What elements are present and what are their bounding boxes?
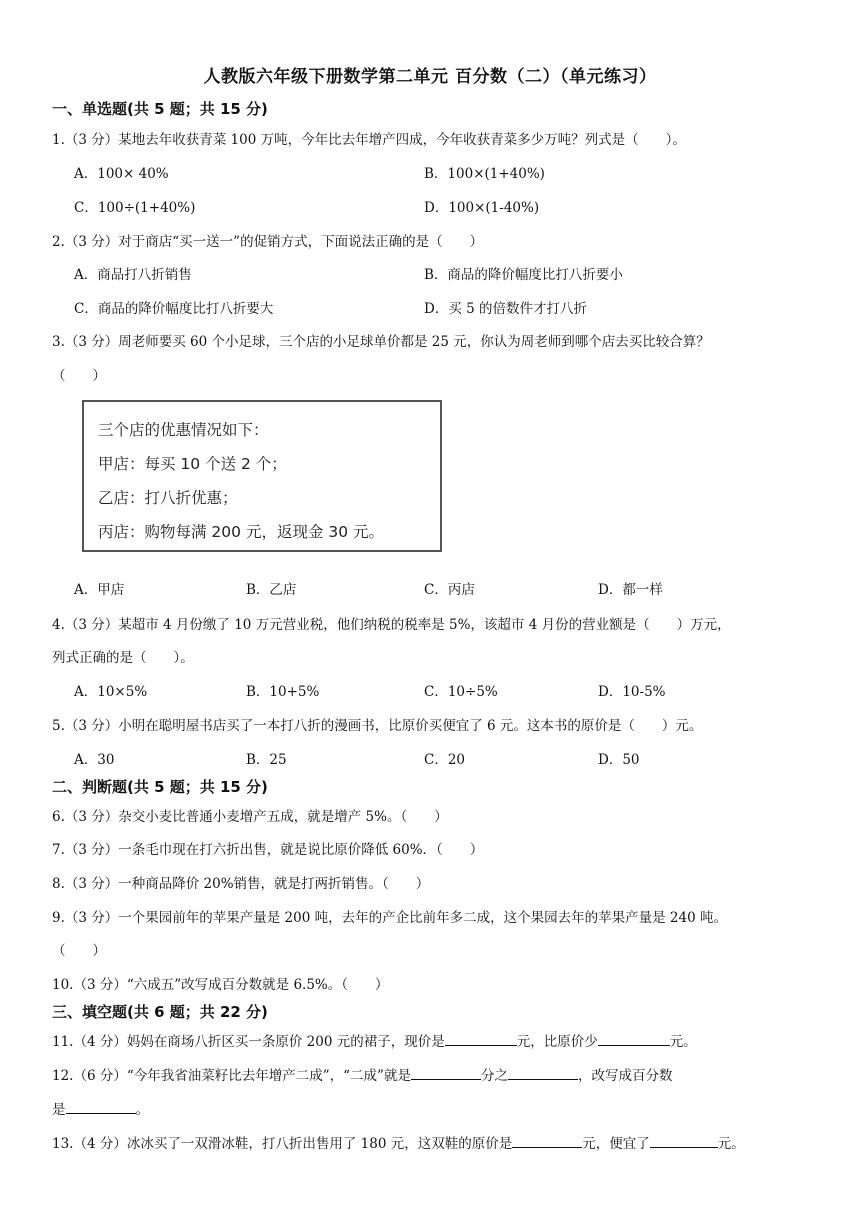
q5-option-b[interactable]: B．25	[246, 752, 287, 768]
q2-option-a[interactable]: A．商品打八折销售	[74, 267, 192, 283]
q11-blank-1[interactable]	[445, 1031, 517, 1046]
question-5: 5.（3 分）小明在聪明屋书店买了一本打八折的漫画书，比原价买便宜了 6 元。这本书的原价是（ ）元。	[52, 718, 703, 734]
q12-text-4: 是	[52, 1102, 66, 1118]
q11-blank-2[interactable]	[598, 1031, 670, 1046]
q11-text-1: 11.（4 分）妈妈在商场八折区买一条原价 200 元的裙子，现价是	[52, 1034, 445, 1050]
q12-text-5: 。	[135, 1102, 149, 1118]
question-9: 9.（3 分）一个果园前年的苹果产量是 200 吨，去年的产企比前年多二成，这个果园去年的苹果产量是 240 吨。	[52, 910, 727, 926]
q4-option-a[interactable]: A．10×5%	[74, 684, 148, 700]
question-12	[52, 1064, 672, 1084]
q3-option-d[interactable]: D．都一样	[598, 582, 663, 598]
q2-option-c[interactable]: C．商品的降价幅度比打八折要大	[74, 301, 274, 317]
q12-blank-3[interactable]	[66, 1099, 136, 1114]
q13-text-1: 13.（4 分）冰冰买了一双滑冰鞋，打八折出售用了 180 元，这双鞋的原价是	[52, 1136, 513, 1152]
q13-blank-2[interactable]	[650, 1133, 718, 1148]
question-11	[52, 1030, 697, 1050]
box-line-intro: 三个店的优惠情况如下：	[98, 421, 269, 439]
q5-option-a[interactable]: A．30	[74, 752, 115, 768]
question-2: 2.（3 分）对于商店“买一送一”的促销方式，下面说法正确的是（ ）	[52, 234, 484, 250]
q1-option-d[interactable]: D．100×(1-40%)	[424, 200, 540, 216]
question-3: 3.（3 分）周老师要买 60 个小足球，三个店的小足球单价都是 25 元，你认为周老师到哪个店去买比较合算？	[52, 334, 710, 350]
q4-option-b[interactable]: B．10+5%	[246, 684, 320, 700]
q1-option-a[interactable]: A．100× 40%	[74, 166, 169, 182]
q2-option-d[interactable]: D．买 5 的倍数件才打八折	[424, 301, 587, 317]
q1-option-c[interactable]: C．100÷(1+40%)	[74, 200, 196, 216]
q12-text-1: 12.（6 分）“今年我省油菜籽比去年增产二成”，“二成”就是	[52, 1068, 411, 1084]
q5-option-d[interactable]: D．50	[598, 752, 640, 768]
page-title: 人教版六年级下册数学第二单元 百分数（二）（单元练习）	[203, 67, 657, 87]
question-10: 10.（3 分）“六成五”改写成百分数就是 6.5%。（ ）	[52, 977, 389, 993]
q11-text-3: 元。	[669, 1034, 697, 1050]
q1-option-b[interactable]: B．100×(1+40%)	[424, 166, 545, 182]
question-9-answer-paren: （ ）	[52, 943, 106, 959]
section-heading-single-choice: 一、单选题(共 5 题；共 15 分)	[52, 100, 268, 118]
question-7: 7.（3 分）一条毛巾现在打六折出售，就是说比原价降低 60%．（ ）	[52, 842, 484, 858]
q11-text-2: 元，比原价少	[516, 1034, 598, 1050]
question-13	[52, 1132, 745, 1152]
box-line-store-yi: 乙店：打八折优惠；	[98, 489, 238, 507]
question-3-answer-paren: （ ）	[52, 368, 106, 384]
section-heading-fill-in: 三、填空题(共 6 题；共 22 分)	[52, 1003, 268, 1021]
discount-info-box	[82, 400, 442, 552]
section-heading-true-false: 二、判断题(共 5 题；共 15 分)	[52, 778, 268, 796]
q5-option-c[interactable]: C．20	[424, 752, 466, 768]
question-4-line-2: 列式正确的是（ ）。	[52, 650, 194, 666]
q13-text-2: 元，便宜了	[582, 1136, 650, 1152]
q13-blank-1[interactable]	[512, 1133, 582, 1148]
q3-option-c[interactable]: C．丙店	[424, 582, 475, 598]
q3-option-a[interactable]: A．甲店	[74, 582, 125, 598]
q12-text-3: ，改写成百分数	[577, 1068, 673, 1084]
question-4: 4.（3 分）某超市 4 月份缴了 10 万元营业税，他们纳税的税率是 5%，该超市 4 月份的营业额是（ ）万元，	[52, 617, 731, 633]
q2-option-b[interactable]: B．商品的降价幅度比打八折要小	[424, 267, 623, 283]
q3-option-b[interactable]: B．乙店	[246, 582, 297, 598]
box-line-store-bing: 丙店：购物每满 200 元，返现金 30 元。	[98, 523, 385, 541]
question-1: 1.（3 分）某地去年收获青菜 100 万吨，今年比去年增产四成，今年收获青菜多少万吨？列式是（ ）。	[52, 132, 686, 148]
q12-blank-1[interactable]	[411, 1065, 481, 1080]
question-8: 8.（3 分）一种商品降价 20%销售，就是打两折销售。（ ）	[52, 876, 430, 892]
box-line-store-jia: 甲店：每买 10 个送 2 个；	[98, 455, 287, 473]
q13-text-3: 元。	[717, 1136, 745, 1152]
q12-text-2: 分之	[480, 1068, 508, 1084]
question-6: 6.（3 分）杂交小麦比普通小麦增产五成，就是增产 5%。（ ）	[52, 809, 448, 825]
q4-option-c[interactable]: C．10÷5%	[424, 684, 498, 700]
q12-blank-2[interactable]	[508, 1065, 578, 1080]
question-12-line-2	[52, 1098, 149, 1118]
q4-option-d[interactable]: D．10-5%	[598, 684, 666, 700]
